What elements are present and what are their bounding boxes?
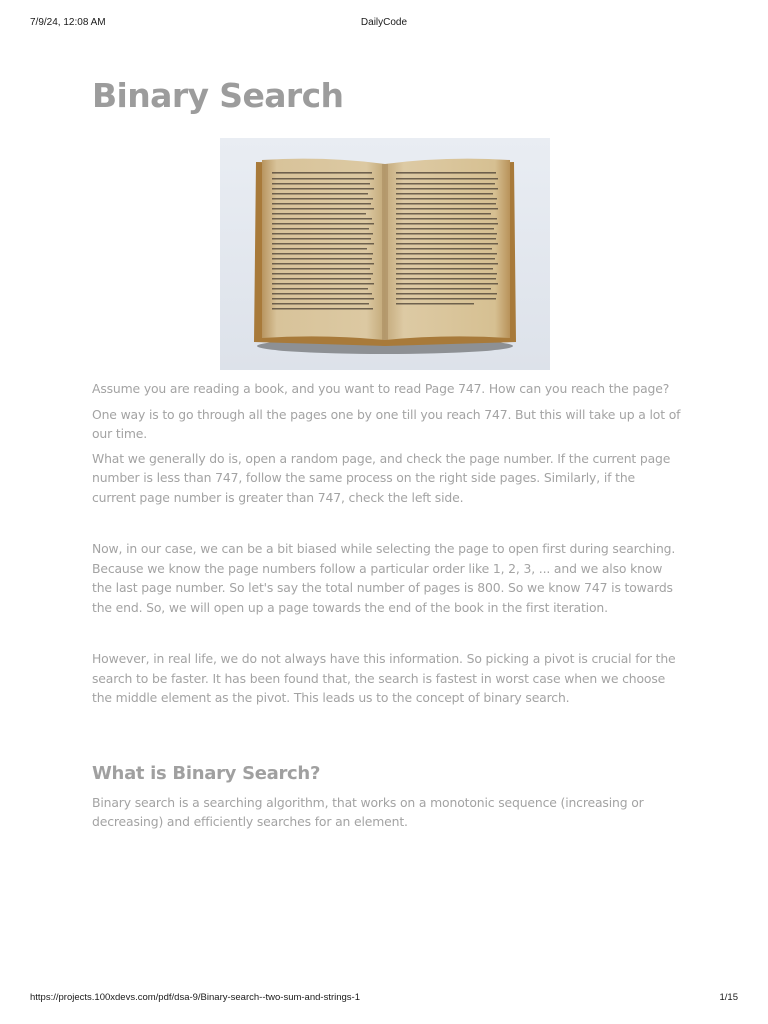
print-header bbox=[30, 17, 738, 31]
page-title: Binary Search bbox=[92, 76, 344, 115]
print-site-title: DailyCode bbox=[360, 17, 408, 28]
section-heading: What is Binary Search? bbox=[92, 762, 321, 784]
paragraph-intro: Assume you are reading a book, and you want to read Page 747. How can you reach the page? bbox=[92, 381, 670, 396]
paragraph-biased-selection: Now, in our case, we can be a bit biased while selecting the page to open first during searching. Because we know the page numbers follow a particular order like 1, 2, 3, ... and we also know the last page number. So let's say the total number of pages is 800. So we know 747 is towards the end. So, we will open up a page towards the end of the book in the first iteration. bbox=[92, 541, 676, 615]
print-footer bbox=[30, 992, 738, 1006]
print-datetime: 7/9/24, 12:08 AM bbox=[30, 17, 106, 28]
page-indicator: 1/15 bbox=[719, 992, 738, 1003]
print-url: https://projects.100xdevs.com/pdf/dsa-9/Binary-search--two-sum-and-strings-1 bbox=[30, 992, 360, 1003]
section-paragraph: Binary search is a searching algorithm, that works on a monotonic sequence (increasing or decreasing) and efficiently searches for an element. bbox=[92, 794, 644, 829]
open-book-photo bbox=[220, 138, 550, 370]
paragraph-linear-approach: One way is to go through all the pages one by one till you reach 747. But this will take up a lot of our time. bbox=[92, 406, 681, 441]
paragraph-random-page: What we generally do is, open a random page, and check the page number. If the current page number is less than 747, follow the same process on the right side pages. Similarly, if the current page number is greater than 747, check the left side. bbox=[92, 450, 671, 505]
article bbox=[92, 74, 682, 832]
paragraph-pivot: However, in real life, we do not always have this information. So picking a pivot is crucial for the search to be faster. It has been found that, the search is fastest in worst case when we choose the middle element as the pivot. This leads us to the concept of binary search. bbox=[92, 651, 676, 705]
